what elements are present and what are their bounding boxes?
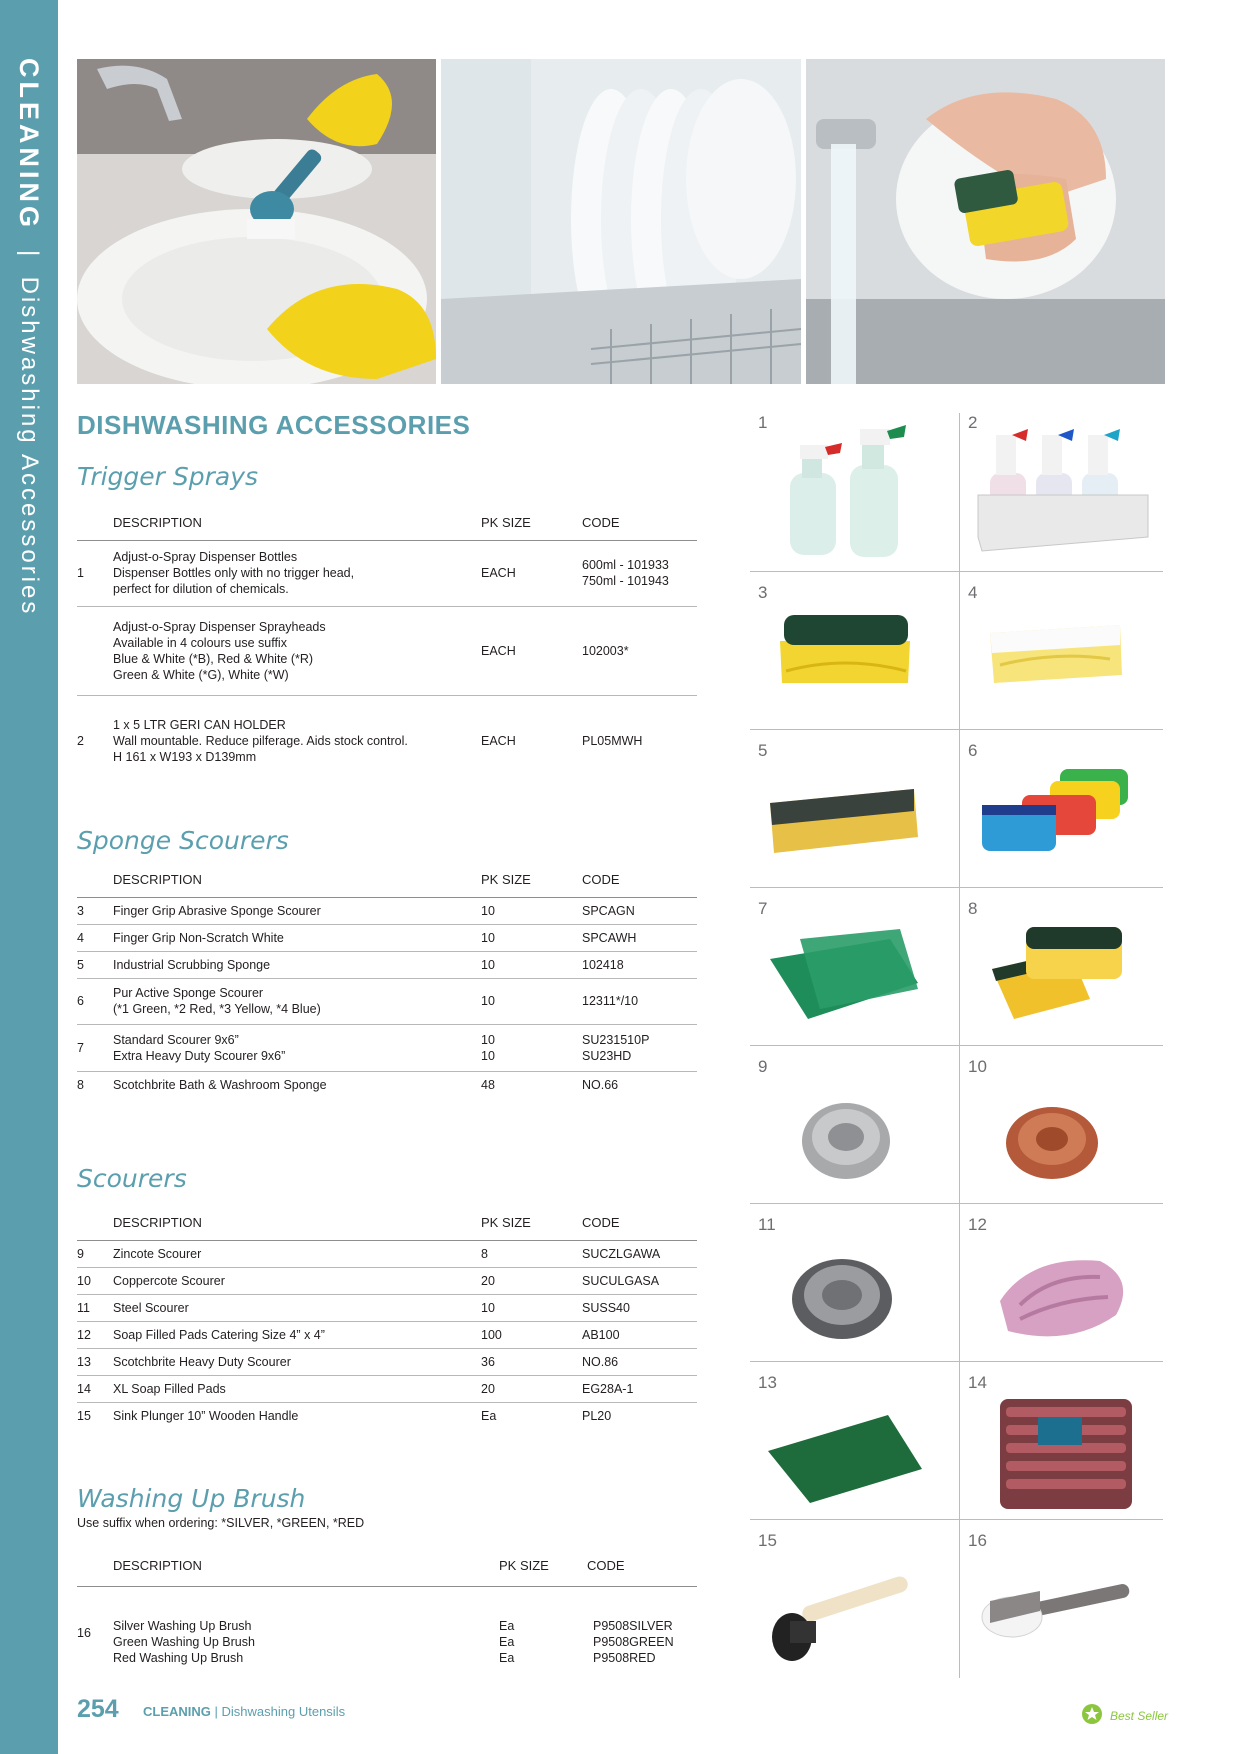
product-image-10: 10	[960, 1057, 1166, 1215]
section-title-scourers: Scourers	[77, 1164, 187, 1193]
table-row	[77, 540, 697, 606]
row-pk-size: EACH	[481, 540, 582, 606]
product-image-13: 13	[750, 1373, 956, 1531]
section-title-washing-up-brush: Washing Up Brush	[77, 1484, 306, 1513]
table-header	[77, 863, 697, 897]
header-code: CODE	[582, 506, 697, 540]
side-tab-rest: Dishwashing Accessories	[16, 276, 43, 617]
row-number: 1	[77, 540, 113, 606]
page-number: 254	[77, 1695, 119, 1723]
product-image-9: 9	[750, 1057, 956, 1215]
header-pk-size: PK SIZE	[481, 506, 582, 540]
product-image-1: 1	[750, 413, 956, 571]
star-badge-icon	[1080, 1702, 1104, 1729]
product-image-7: 7	[750, 899, 956, 1057]
table-header	[77, 506, 697, 540]
suffix-note: Use suffix when ordering: *SILVER, *GREEN, *RED	[77, 1516, 365, 1530]
table-row: 13 Scotchbrite Heavy Duty Scourer 36 NO.86	[77, 1348, 697, 1375]
header-photos	[77, 59, 1165, 384]
product-image-8: 8	[960, 899, 1166, 1057]
row-description: Adjust-o-Spray Dispenser Bottles Dispenser Bottles only with no trigger head, perfect for dilution of chemicals.	[113, 540, 481, 606]
header-description: DESCRIPTION	[113, 1206, 481, 1240]
table-sponge-scourers	[77, 863, 697, 1099]
table-row: 6 Pur Active Sponge Scourer (*1 Green, *2 Red, *3 Yellow, *4 Blue) 10 12311*/10	[77, 978, 697, 1024]
header-code: CODE	[587, 1546, 697, 1586]
header-pk-size: PK SIZE	[499, 1546, 587, 1586]
row-number: 2	[77, 733, 84, 748]
product-image-3: 3	[750, 583, 956, 741]
side-tab-bold: CLEANING	[14, 58, 44, 231]
header-description: DESCRIPTION	[113, 506, 481, 540]
table-row	[77, 695, 697, 786]
table-header	[77, 1206, 697, 1240]
side-tab-label	[13, 58, 44, 616]
header-code: CODE	[582, 1206, 697, 1240]
product-image-14: 14	[960, 1373, 1166, 1531]
table-row: 9 Zincote Scourer 8 SUCZLGAWA	[77, 1240, 697, 1267]
best-seller-label: Best Seller	[1110, 1708, 1169, 1723]
row-code: 600ml - 101933 750ml - 101943	[582, 540, 697, 606]
header-pk-size: PK SIZE	[481, 863, 582, 897]
table-row: 3 Finger Grip Abrasive Sponge Scourer 10 SPCAGN	[77, 897, 697, 924]
product-grid	[750, 413, 1163, 1678]
table-row: 12 Soap Filled Pads Catering Size 4” x 4” 100 AB100	[77, 1321, 697, 1348]
header-description: DESCRIPTION	[113, 863, 481, 897]
row-pk-size: EACH	[481, 733, 516, 748]
section-title-trigger-sprays: Trigger Sprays	[77, 462, 259, 491]
table-header	[77, 1546, 697, 1586]
product-image-15: 15	[750, 1531, 956, 1689]
section-title-sponge-scourers: Sponge Scourers	[77, 826, 289, 855]
header-code: CODE	[582, 863, 697, 897]
table-row: 15 Sink Plunger 10” Wooden Handle Ea PL20	[77, 1408, 612, 1423]
table-row: 4 Finger Grip Non-Scratch White 10 SPCAWH	[77, 924, 697, 951]
row-pk-size: EACH	[481, 606, 582, 695]
table-scourers	[77, 1206, 697, 1429]
product-image-11: 11	[750, 1215, 956, 1373]
page-title: DISHWASHING ACCESSORIES	[77, 410, 471, 440]
side-tab-separator: |	[16, 249, 43, 258]
table-row: 7 Standard Scourer 9x6” Extra Heavy Duty Scourer 9x6” 10 10 SU231510P SU23HD	[77, 1024, 697, 1071]
table-row: 16 Silver Washing Up Brush Green Washing Up Brush Red Washing Up Brush Ea Ea Ea P9508SILVER P9508GREEN P9508RED	[77, 1619, 674, 1666]
product-image-4: 4	[960, 583, 1166, 741]
photo-brush-plate	[77, 59, 436, 384]
best-seller-legend	[1080, 1702, 1168, 1729]
table-row: 14 XL Soap Filled Pads 20 EG28A-1	[77, 1375, 697, 1402]
photo-dish-rack	[441, 59, 801, 384]
header-pk-size: PK SIZE	[481, 1206, 582, 1240]
side-band	[0, 0, 58, 1754]
photo-hand-sponge	[806, 59, 1165, 384]
row-code: 102003*	[582, 606, 697, 695]
table-row: 5 Industrial Scrubbing Sponge 10 102418	[77, 951, 697, 978]
row-code: PL05MWH	[582, 733, 643, 748]
row-description: 1 x 5 LTR GERI CAN HOLDER Wall mountable. Reduce pilferage. Aids stock control. H 161 x W193 x D139mm	[113, 717, 408, 764]
row-number	[77, 606, 113, 695]
row-description: Adjust-o-Spray Dispenser Sprayheads Available in 4 colours use suffix Blue & White (*B), Red & White (*R) Green & White (*G), White (*W)	[113, 606, 481, 695]
table-row	[77, 606, 697, 695]
product-image-16: 16	[960, 1531, 1166, 1689]
footer-section-label: CLEANING | Dishwashing Utensils	[143, 1704, 346, 1719]
product-image-12: 12	[960, 1215, 1166, 1373]
table-washing-up-brush	[77, 1546, 697, 1680]
table-row: 11 Steel Scourer 10 SUSS40	[77, 1294, 697, 1321]
table-row: 8 Scotchbrite Bath & Washroom Sponge 48 NO.66	[77, 1078, 619, 1093]
table-trigger-sprays	[77, 506, 697, 786]
product-image-6: 6	[960, 741, 1166, 899]
header-description: DESCRIPTION	[113, 1546, 499, 1586]
product-image-2: 2	[960, 413, 1166, 571]
table-row: 10 Coppercote Scourer 20 SUCULGASA	[77, 1267, 697, 1294]
product-image-5: 5	[750, 741, 956, 899]
